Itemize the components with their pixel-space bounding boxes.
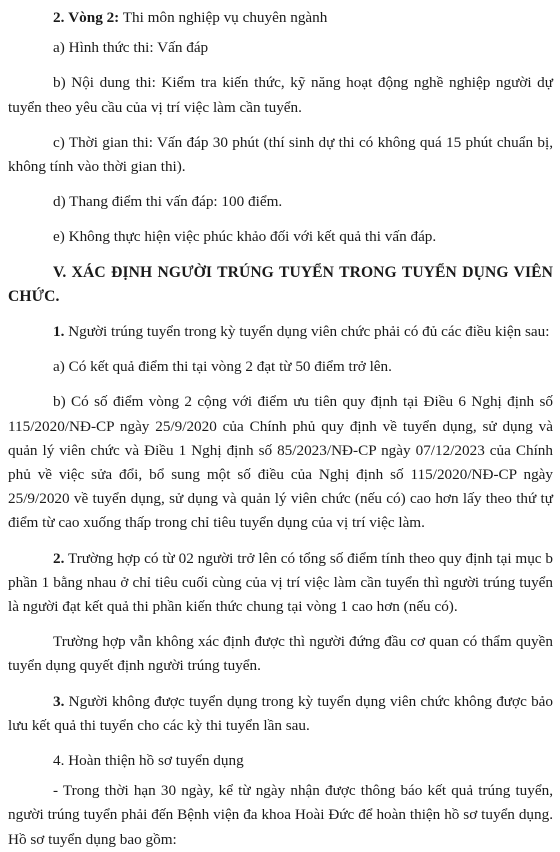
item-3-paragraph [8,690,553,738]
round2-scale: d) Thang điểm thi vấn đáp: 100 điểm. [53,193,283,211]
item-2-text: Trường hợp có từ 02 người trở lên có tổng số điểm tính theo quy định tại mục b phần 1 bằng nhau ở chỉ tiêu cuối cùng của vị trí việc làm cần tuyển thì người trúng tuyển là người đạt kết quả thi phần kiến thức chung tại vòng 1 cao hơn (nếu có). [8,549,553,616]
section-5-title: V. XÁC ĐỊNH NGƯỜI TRÚNG TUYỂN TRONG TUYỂN DỤNG VIÊN CHỨC. [8,263,553,305]
round2-heading [8,6,553,30]
item-1a: a) Có kết quả điểm thi tại vòng 2 đạt từ 50 điểm trở lên. [53,358,392,376]
item-2-extra: Trường hợp vẫn không xác định được thì người đứng đầu cơ quan có thẩm quyền tuyển dụng quyết định người trúng tuyển. [8,633,553,675]
item-3-text: Người không được tuyển dụng trong kỳ tuyển dụng viên chức không được bảo lưu kết quả thi tuyển cho các kỳ thi tuyển lần sau. [8,692,553,734]
round2-duration: c) Thời gian thi: Vấn đáp 30 phút (thí sinh dự thi có không quá 15 phút chuẩn bị, không tính vào thời gian thi). [8,133,553,176]
item-4-text: - Trong thời hạn 30 ngày, kể từ ngày nhận được thông báo kết quả trúng tuyển, người trúng tuyển phải đến Bệnh viện đa khoa Hoài Đức để hoàn thiện hồ sơ tuyển dụng. Hồ sơ tuyển dụng bao gồm: [8,782,553,848]
round2-subject: Thi môn nghiệp vụ chuyên ngành [119,9,328,26]
item-3-number: 3. [53,692,65,710]
item-4-heading: 4. Hoàn thiện hồ sơ tuyển dụng [53,752,244,770]
round2-label: Vòng 2: [68,9,120,26]
round2-number: 2. [53,9,65,26]
item-2-number: 2. [53,549,65,567]
round2-form: a) Hình thức thi: Vấn đáp [53,39,209,57]
item-1b: b) Có số điểm vòng 2 cộng với điểm ưu tiên quy định tại Điều 6 Nghị định số 115/2020/NĐ-CP ngày 25/9/2020 của Chính phủ quy định về tuyển dụng, sử dụng và quản lý viên chức và Điều 1 Nghị định số 85/2023/NĐ-CP ngày 07/12/2023 của Chính phủ về việc sửa đổi, bổ sung một số điều của Nghị định số 115/2020/NĐ-CP ngày 25/9/2020 về tuyển dụng, sử dụng và quản lý viên chức (nếu có) cao hơn lấy theo thứ tự điểm từ cao xuống thấp trong chỉ tiêu tuyển dụng của vị trí việc làm. [8,393,553,532]
item-2-paragraph [8,547,553,620]
item-1-paragraph [8,320,553,344]
round2-content: b) Nội dung thi: Kiểm tra kiến thức, kỹ năng hoạt động nghề nghiệp người dự tuyển theo yêu cầu của vị trí việc làm cần tuyển. [8,74,553,116]
item-1-text: Người trúng tuyển trong kỳ tuyển dụng viên chức phải có đủ các điều kiện sau: [64,323,550,341]
item-1-number: 1. [53,323,65,341]
round2-no-review: e) Không thực hiện việc phúc khảo đối với kết quả thi vấn đáp. [53,228,437,246]
